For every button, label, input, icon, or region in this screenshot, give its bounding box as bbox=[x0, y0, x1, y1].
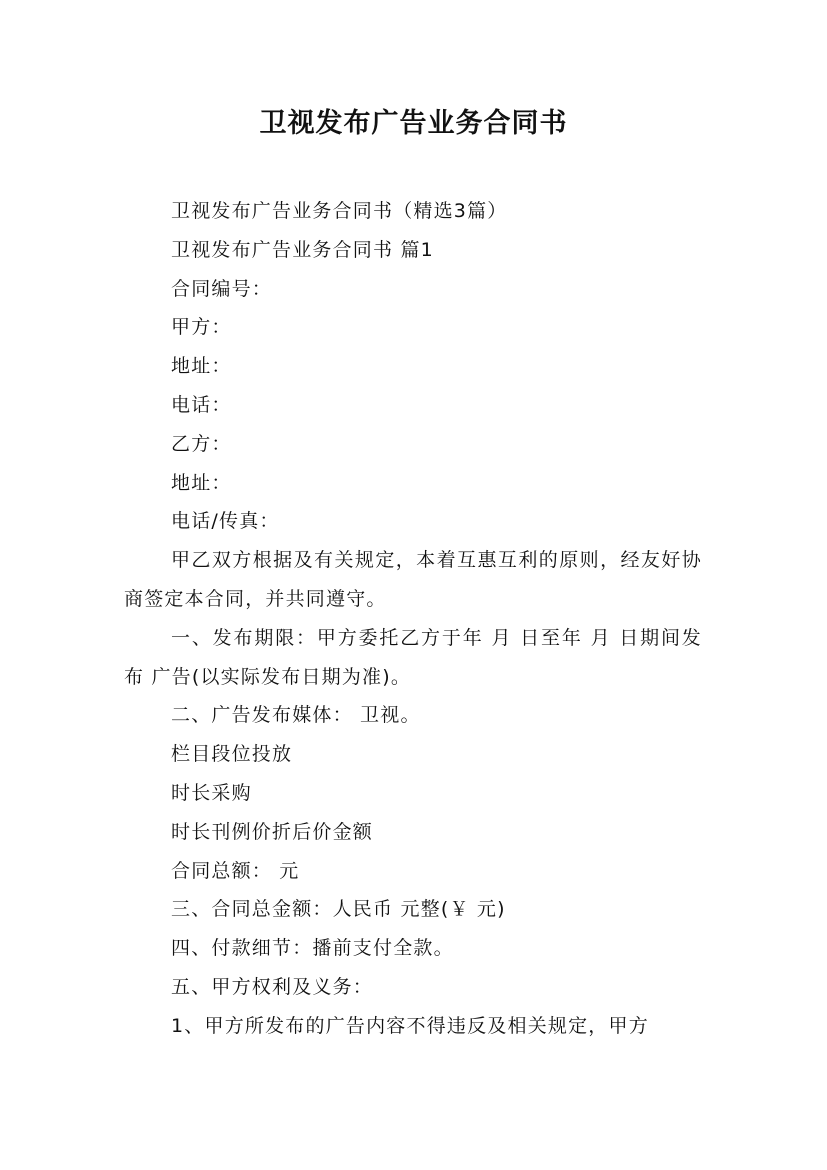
paragraph-clause-5-item-1: 1、甲方所发布的广告内容不得违反及相关规定，甲方 bbox=[171, 1014, 649, 1037]
paragraph-subtitle: 卫视发布广告业务合同书（精选3篇） bbox=[171, 200, 508, 222]
paragraph-contract-total: 合同总额： 元 bbox=[171, 859, 300, 882]
paragraph-party-b: 乙方： bbox=[171, 432, 232, 455]
paragraph-price-header: 时长刊例价折后价金额 bbox=[171, 820, 374, 843]
paragraph-party-b-phone-fax: 电话/传真： bbox=[171, 510, 280, 533]
paragraph-section-heading: 卫视发布广告业务合同书 篇1 bbox=[171, 238, 434, 261]
paragraph-program-slot: 栏目段位投放 bbox=[171, 743, 293, 766]
paragraph-party-a-address: 地址： bbox=[171, 355, 232, 378]
paragraph-clause-3: 三、合同总金额：人民币 元整(￥ 元) bbox=[171, 898, 506, 921]
paragraph-party-a: 甲方： bbox=[171, 316, 232, 339]
paragraph-party-b-address: 地址： bbox=[171, 471, 232, 494]
paragraph-clause-4: 四、付款细节：播前支付全款。 bbox=[171, 937, 454, 960]
paragraph-clause-1: 一、发布期限：甲方委托乙方于年 月 日至年 月 日期间发布 广告(以实际发布日期为准)。 bbox=[124, 626, 702, 688]
paragraph-duration-purchase: 时长采购 bbox=[171, 781, 252, 804]
paragraph-clause-5: 五、甲方权利及义务： bbox=[171, 975, 374, 998]
document-body bbox=[124, 192, 702, 1046]
paragraph-contract-number: 合同编号： bbox=[171, 277, 273, 300]
paragraph-clause-2: 二、广告发布媒体： 卫视。 bbox=[171, 704, 421, 727]
paragraph-party-a-phone: 电话： bbox=[171, 393, 232, 416]
paragraph-preamble: 甲乙双方根据及有关规定，本着互惠互利的原则，经友好协商签定本合同，并共同遵守。 bbox=[124, 549, 702, 610]
document-title: 卫视发布广告业务合同书 bbox=[259, 108, 568, 139]
